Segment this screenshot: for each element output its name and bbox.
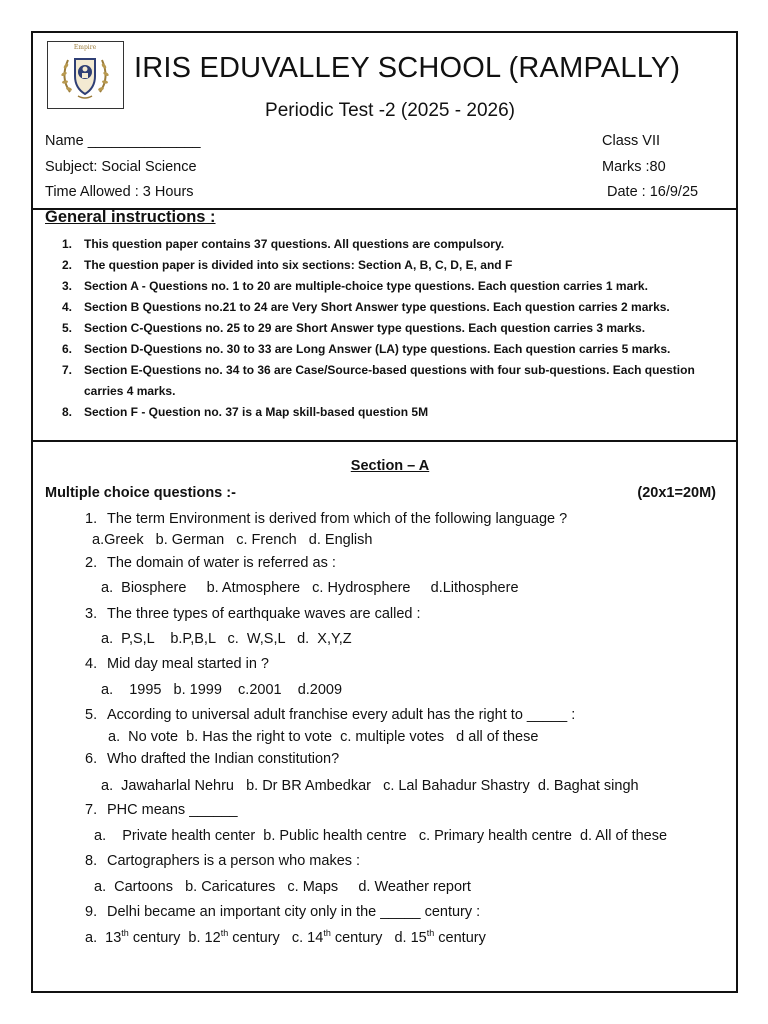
test-title: Periodic Test -2 (2025 - 2026) bbox=[265, 100, 515, 121]
question-4: 4. Mid day meal started in ? bbox=[85, 656, 269, 672]
instruction-item: 7. Section E-Questions no. 34 to 36 are Case/Source-based questions with four sub-questions. Each question carries 4 marks. bbox=[62, 363, 695, 398]
instruction-item: 6. Section D-Questions no. 30 to 33 are Long Answer (LA) type questions. Each question carries 5 marks. bbox=[62, 342, 671, 356]
date-label: Date : 16/9/25 bbox=[607, 184, 699, 200]
question-4-options: a. 1995 b. 1999 c.2001 d.2009 bbox=[101, 682, 343, 698]
marks-label: Marks :80 bbox=[602, 159, 666, 175]
school-crest-icon bbox=[48, 42, 122, 107]
question-1-options: a.Greek b. German c. French d. English bbox=[92, 532, 373, 548]
question-8-options: a. Cartoons b. Caricatures c. Maps d. Weather report bbox=[94, 879, 471, 895]
instruction-item: 1. This question paper contains 37 questions. All questions are compulsory. bbox=[62, 237, 505, 251]
question-9: 9. Delhi became an important city only in the _____ century : bbox=[85, 904, 481, 920]
divider-bottom bbox=[31, 440, 738, 442]
class-label: Class VII bbox=[602, 133, 661, 149]
question-5-options: a. No vote b. Has the right to vote c. multiple votes d all of these bbox=[108, 729, 539, 745]
instruction-item: 2. The question paper is divided into six sections: Section A, B, C, D, E, and F bbox=[62, 258, 513, 272]
instructions-title: General instructions : bbox=[45, 208, 216, 226]
instruction-item: 8. Section F - Question no. 37 is a Map skill-based question 5M bbox=[62, 405, 429, 419]
question-7-options: a. Private health center b. Public health centre c. Primary health centre d. All of these bbox=[94, 828, 668, 844]
question-2-options: a. Biosphere b. Atmosphere c. Hydrosphere d.Lithosphere bbox=[101, 580, 519, 596]
question-6-options: a. Jawaharlal Nehru b. Dr BR Ambedkar c. Lal Bahadur Shastry d. Baghat singh bbox=[101, 778, 639, 794]
school-logo bbox=[47, 41, 124, 109]
time-allowed-label: Time Allowed : 3 Hours bbox=[45, 184, 194, 200]
question-3: 3. The three types of earthquake waves are called : bbox=[85, 606, 421, 622]
question-6: 6. Who drafted the Indian constitution? bbox=[85, 751, 340, 767]
instruction-item: 4. Section B Questions no.21 to 24 are Very Short Answer type questions. Each question carries 2 marks. bbox=[62, 300, 670, 314]
mcq-marks: (20x1=20M) bbox=[637, 485, 716, 501]
instruction-item: 5. Section C-Questions no. 25 to 29 are Short Answer type questions. Each question carries 3 marks. bbox=[62, 321, 646, 335]
question-3-options: a. P,S,L b.P,B,L c. W,S,L d. X,Y,Z bbox=[101, 631, 352, 647]
logo-text: Empire bbox=[73, 44, 97, 51]
name-field: Name ______________ bbox=[45, 133, 201, 149]
question-1: 1. The term Environment is derived from which of the following language ? bbox=[85, 511, 568, 527]
question-5: 5. According to universal adult franchise every adult has the right to _____ : bbox=[85, 707, 576, 723]
question-2: 2. The domain of water is referred as : bbox=[85, 555, 336, 571]
question-8: 8. Cartographers is a person who makes : bbox=[85, 853, 361, 869]
subject-label: Subject: Social Science bbox=[45, 159, 197, 175]
school-name: IRIS EDUVALLEY SCHOOL (RAMPALLY) bbox=[134, 52, 681, 84]
question-9-options: a. 13th century b. 12th century c. 14th century d. 15th century bbox=[85, 928, 486, 946]
instructions-list bbox=[62, 234, 732, 423]
question-7: 7. PHC means ______ bbox=[85, 802, 238, 818]
mcq-heading: Multiple choice questions :- bbox=[45, 485, 236, 501]
section-a-title: Section – A bbox=[350, 458, 430, 474]
instruction-item: 3. Section A - Questions no. 1 to 20 are multiple-choice type questions. Each question carries 1 mark. bbox=[62, 279, 648, 293]
